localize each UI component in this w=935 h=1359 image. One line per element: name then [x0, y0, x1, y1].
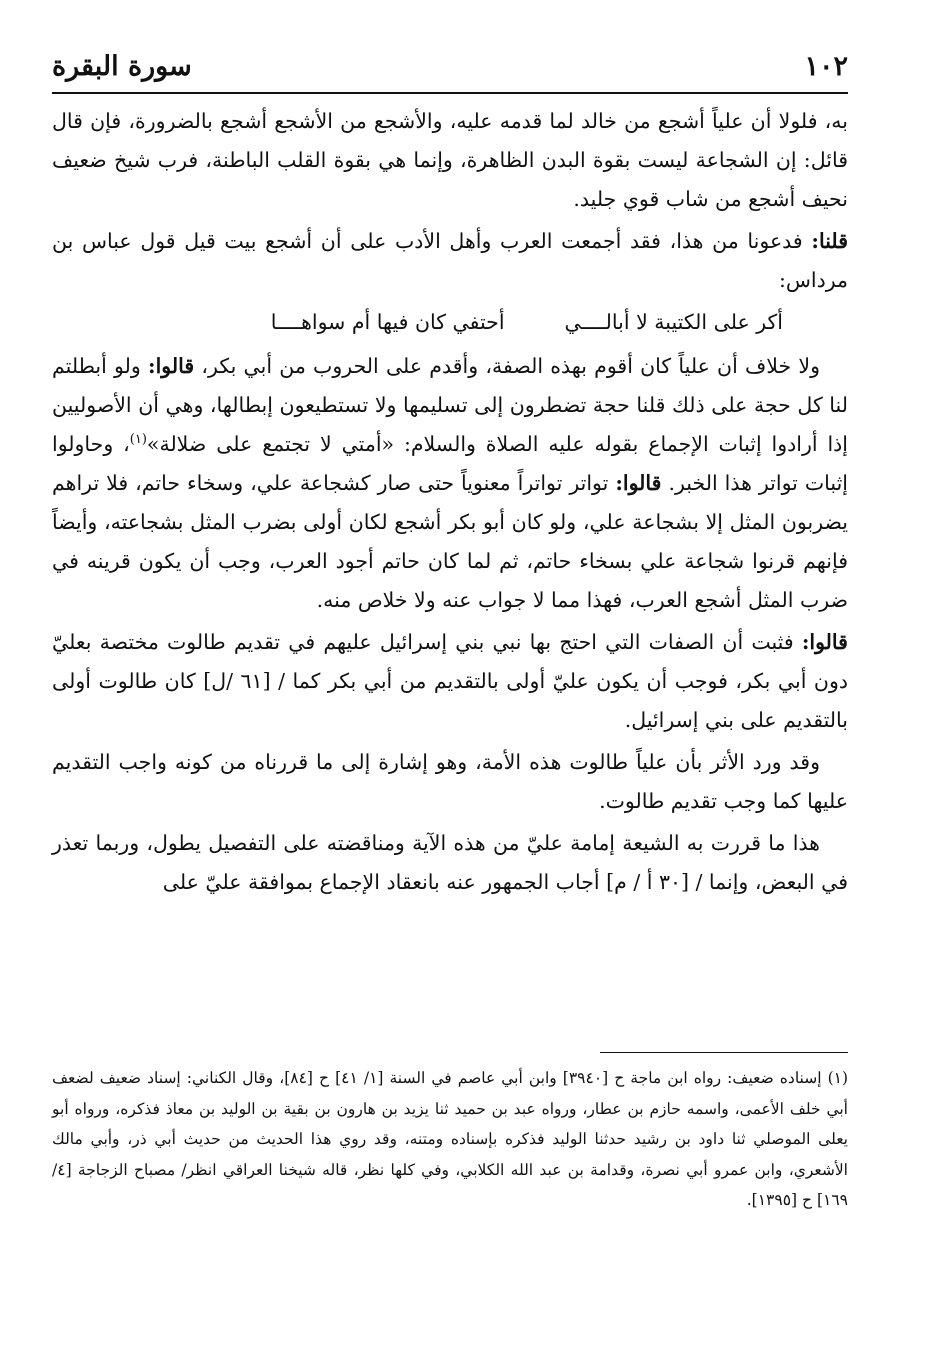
- paragraph-6-text: هذا ما قررت به الشيعة إمامة عليّ من هذه الآية ومناقضته على التفصيل يطول، وربما تعذر في البعض، وإنما / [٣٠ أ / م] أجاب الجمهور عنه بانعقاد الإجماع بموافقة عليّ على: [52, 831, 848, 894]
- paragraph-3-text-b: ولو أبطلتم لنا كل حجة على ذلك قلنا حجة تضطرون إلى تسليمها ولا تستطيعون إبطالها، وهي أن الأصوليين إذا أرادوا إثبات الإجماع بقوله عليه الصلاة والسلام: «أمتي لا تجتمع على ضلالة»: [52, 354, 848, 456]
- page-header: [52, 42, 848, 90]
- paragraph-3-text-a: ولا خلاف أن علياً كان أقوم بهذه الصفة، وأقدم على الحروب من أبي بكر،: [201, 354, 820, 378]
- page-number: ١٠٢: [804, 50, 848, 82]
- keyword-qalu-2: قالوا:: [615, 471, 662, 495]
- paragraph-1: [52, 102, 848, 219]
- paragraph-4-text: فثبت أن الصفات التي احتج بها نبي بني إسرائيل عليهم في تقديم طالوت مختصة بعليّ دون أبي بكر، فوجب أن يكون عليّ أولى بالتقديم من أبي بكر كما / [٦١ /ل] كان طالوت أولى بالتقديم على بني إسرائيل.: [52, 630, 848, 732]
- poetry-verse: [52, 303, 848, 342]
- keyword-qulna: قلنا:: [811, 229, 848, 253]
- paragraph-3: [52, 347, 848, 620]
- main-text: [52, 102, 848, 905]
- paragraph-1-text: به، فلولا أن علياً أشجع من خالد لما قدمه عليه، والأشجع من الأشجع أشجع بالضرورة، فإن قال قائل: إن الشجاعة ليست بقوة البدن الظاهرة، وإنما هي بقوة القلب الباطنة، فرب شيخ ضعيف نحيف أشجع من شاب قوي جليد.: [52, 109, 848, 211]
- verse-second-hemistich: أحتفي كان فيها أم سواهــــا: [270, 310, 505, 334]
- footnote-divider: [600, 1052, 848, 1053]
- keyword-qalu-1: قالوا:: [148, 354, 195, 378]
- footnotes: [52, 1063, 848, 1216]
- paragraph-2: [52, 222, 848, 300]
- paragraph-3-text-c: ، وحاولوا إثبات تواتر هذا الخبر.: [52, 432, 848, 495]
- verse-first-hemistich: أكر على الكتيبة لا أبالــــي: [564, 310, 783, 334]
- keyword-qalu-3: قالوا:: [801, 630, 848, 654]
- surah-title: سورة البقرة: [52, 50, 192, 82]
- paragraph-4: [52, 623, 848, 740]
- paragraph-6: [52, 824, 848, 902]
- paragraph-5-text: وقد ورد الأثر بأن علياً طالوت هذه الأمة، وهو إشارة إلى ما قررناه من كونه واجب التقديم عليها كما وجب تقديم طالوت.: [52, 750, 848, 813]
- footnote-1: (١) إسناده ضعيف: رواه ابن ماجة ح [٣٩٤٠] وابن أبي عاصم في السنة [١/ ٤١] ح [٨٤]، وقال الكناني: إسناد ضعيف لضعف أبي خلف الأعمى، واسمه حازم بن عطار، ورواه عبد بن حميد ثنا يزيد بن هارون بن بقية بن الوليد بن معاذ فذكره، ورواه أبو يعلى الموصلي ثنا داود بن رشيد حدثنا الوليد فذكره بإسناده ومتنه، وقد روي هذا الحديث من حديث أبي ذر، وأبي مالك الأشعري، وابن عمرو أبي نصرة، وقدامة بن عبد الله الكلابي، وفي كلها نظر، قاله شيخنا العراقي انظر/ مصباح الزجاجة [٤/ ١٦٩] ح [١٣٩٥].: [52, 1069, 849, 1209]
- paragraph-2-text: فدعونا من هذا، فقد أجمعت العرب وأهل الأدب على أن أشجع بيت قيل قول عباس بن مرداس:: [52, 229, 848, 292]
- paragraph-3-text-d: تواتر تواتراً معنوياً حتى صار كشجاعة علي، وسخاء حاتم، فلا تراهم يضربون المثل إلا بشجاعة علي، ولو كان أبو بكر أشجع لكان أولى بضرب المثل بشجاعته، وأيضاً فإنهم قرنوا شجاعة علي بسخاء حاتم، ثم لما كان حاتم أجود العرب، وجب أن يكون قرينه في ضرب المثل أشجع العرب، فهذا مما لا جواب عنه ولا خلاص منه.: [52, 471, 848, 612]
- header-divider: [52, 92, 848, 94]
- paragraph-5: [52, 743, 848, 821]
- footnote-reference[interactable]: (١): [129, 432, 147, 448]
